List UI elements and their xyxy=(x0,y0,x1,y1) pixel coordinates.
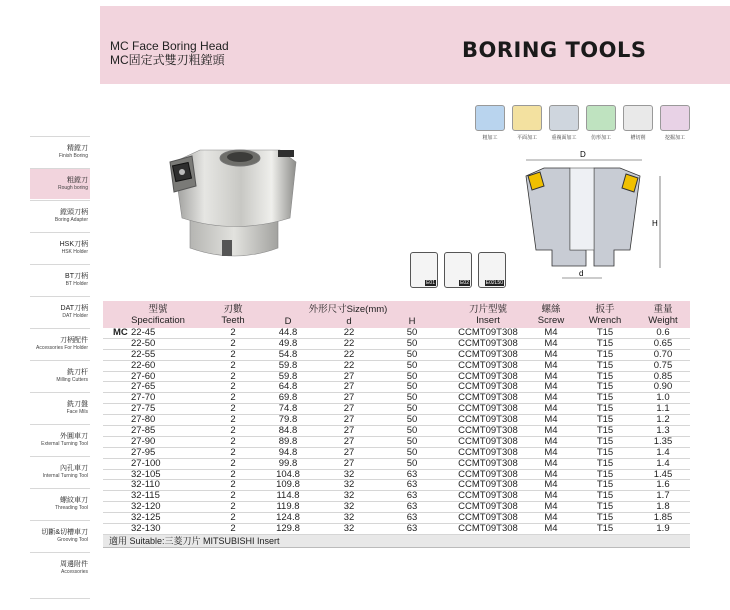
cell-insert: CCMT09T308 xyxy=(458,435,518,447)
cell-screw: M4 xyxy=(544,490,558,502)
cell-h: 63 xyxy=(406,490,418,502)
cell-d: 59.8 xyxy=(278,359,298,371)
title-zh: MC固定式雙刃粗鏜頭 xyxy=(110,53,225,67)
sidebar-item-sublabel: Boring Adapter xyxy=(54,217,88,223)
cell-insert: CCMT09T308 xyxy=(458,359,518,371)
accessory-tool-icon xyxy=(444,252,472,288)
cell-wrench: T15 xyxy=(596,337,614,349)
sidebar-item-label: 周邊附件 xyxy=(60,561,88,568)
table-row xyxy=(103,459,690,470)
cell-insert: CCMT09T308 xyxy=(458,490,518,502)
cell-insert: CCMT09T308 xyxy=(458,446,518,458)
cell-d: 84.8 xyxy=(278,425,298,437)
cell-teeth: 2 xyxy=(230,403,236,415)
cell-insert: CCMT09T308 xyxy=(458,414,518,426)
sidebar-item[interactable] xyxy=(30,200,90,231)
cell-h: 50 xyxy=(406,337,418,349)
cell-h: 63 xyxy=(406,479,418,491)
sidebar-item[interactable] xyxy=(30,136,90,167)
cell-teeth: 2 xyxy=(230,381,236,393)
application-label: 槽切削 xyxy=(630,135,646,141)
cell-d: 59.8 xyxy=(278,370,298,382)
sidebar-item[interactable] xyxy=(30,168,90,199)
cell-screw: M4 xyxy=(544,479,558,491)
cell-spec: 27-100 xyxy=(131,457,161,469)
col-header-screw: 螺絲 Screw xyxy=(537,304,565,326)
table-row xyxy=(103,524,690,535)
sidebar-item-label: 銑刀杆 xyxy=(67,369,88,376)
cell-h: 63 xyxy=(406,468,418,480)
cell-screw: M4 xyxy=(544,501,558,513)
cell-insert: CCMT09T308 xyxy=(458,348,518,360)
cell-teeth: 2 xyxy=(230,392,236,404)
cell-spec: 22-50 xyxy=(131,337,156,349)
sidebar-item-label: DAT刀柄 xyxy=(60,305,88,312)
cell-teeth: 2 xyxy=(230,359,236,371)
sidebar-item-sublabel: Finish Boring xyxy=(58,153,88,159)
cell-teeth: 2 xyxy=(230,435,236,447)
cell-d: 22 xyxy=(343,359,355,371)
dim-label-d: d xyxy=(579,269,584,278)
cell-wrench: T15 xyxy=(596,381,614,393)
application-icon xyxy=(623,105,653,131)
cell-teeth: 2 xyxy=(230,425,236,437)
cell-d: 32 xyxy=(343,523,355,535)
sidebar-item[interactable] xyxy=(30,328,90,359)
sidebar-item-label: 切斷&切槽車刀 xyxy=(41,529,88,536)
cell-screw: M4 xyxy=(544,348,558,360)
cell-weight: 1.85 xyxy=(653,512,673,524)
sidebar-item-label: 螺紋車刀 xyxy=(60,497,88,504)
dim-label-H: H xyxy=(652,219,658,228)
cell-weight: 1.9 xyxy=(656,523,670,535)
cell-spec: 32-125 xyxy=(131,512,161,524)
cell-screw: M4 xyxy=(544,370,558,382)
cell-d: 99.8 xyxy=(278,457,298,469)
application-icon xyxy=(660,105,690,131)
cell-d: 27 xyxy=(343,425,355,437)
cell-weight: 1.0 xyxy=(656,392,670,404)
cell-weight: 0.6 xyxy=(656,327,670,338)
cell-d: 27 xyxy=(343,457,355,469)
cell-weight: 0.65 xyxy=(653,337,673,349)
cell-spec: 22-55 xyxy=(131,348,156,360)
cell-insert: CCMT09T308 xyxy=(458,479,518,491)
application-icon xyxy=(512,105,542,131)
col-header-size: 外形尺寸Size(mm) xyxy=(308,304,388,315)
sidebar-item-sublabel: Milling Cutters xyxy=(56,377,88,383)
cell-h: 50 xyxy=(406,446,418,458)
cell-wrench: T15 xyxy=(596,490,614,502)
cell-weight: 0.85 xyxy=(653,370,673,382)
cell-screw: M4 xyxy=(544,337,558,349)
sidebar-item[interactable] xyxy=(30,520,90,551)
cell-spec: 27-70 xyxy=(131,392,156,404)
cell-teeth: 2 xyxy=(230,337,236,349)
accessory-tool-icon xyxy=(410,252,438,288)
cell-spec: 32-115 xyxy=(131,490,160,502)
sidebar-item[interactable] xyxy=(30,232,90,263)
header-banner xyxy=(100,6,730,84)
cell-teeth: 2 xyxy=(230,348,236,360)
cell-screw: M4 xyxy=(544,425,558,437)
cell-wrench: T15 xyxy=(596,392,614,404)
cell-teeth: 2 xyxy=(230,446,236,458)
product-photo xyxy=(160,140,310,265)
cell-wrench: T15 xyxy=(596,468,614,480)
cell-h: 50 xyxy=(406,348,418,360)
cell-d: 109.8 xyxy=(276,479,300,491)
cell-screw: M4 xyxy=(544,359,558,371)
cell-d: 64.8 xyxy=(278,381,298,393)
cell-insert: CCMT09T308 xyxy=(458,392,518,404)
cell-d: 54.8 xyxy=(278,348,298,360)
cell-h: 50 xyxy=(406,435,418,447)
cell-spec: 32-105 xyxy=(131,468,161,480)
cell-weight: 1.3 xyxy=(656,425,670,437)
sidebar-item[interactable] xyxy=(30,456,90,487)
dim-label-D: D xyxy=(580,150,586,159)
table-footer-note: 適用 Suitable:三菱刀片 MITSUBISHI Insert xyxy=(103,535,690,548)
cell-d: 104.8 xyxy=(276,468,300,480)
cell-spec: 32-130 xyxy=(131,523,161,535)
cell-weight: 1.2 xyxy=(656,414,670,426)
cell-d: 22 xyxy=(343,348,355,360)
cell-insert: CCMT09T308 xyxy=(458,327,518,338)
cell-weight: 1.8 xyxy=(656,501,670,513)
cell-spec: 27-95 xyxy=(131,446,156,458)
cell-screw: M4 xyxy=(544,435,558,447)
sidebar-item-label: 內孔車刀 xyxy=(60,465,88,472)
cell-h: 50 xyxy=(406,359,418,371)
col-header-weight: 重量 Weight xyxy=(648,304,678,326)
insert-screw xyxy=(179,169,185,175)
cell-teeth: 2 xyxy=(230,414,236,426)
cell-d: 32 xyxy=(343,468,355,480)
cell-screw: M4 xyxy=(544,512,558,524)
cell-h: 50 xyxy=(406,457,418,469)
application-label: 重複面加工 xyxy=(551,135,577,141)
cell-screw: M4 xyxy=(544,468,558,480)
cell-d: 27 xyxy=(343,392,355,404)
cell-screw: M4 xyxy=(544,392,558,404)
cell-wrench: T15 xyxy=(596,327,614,338)
sidebar-item-sublabel: DAT Holder xyxy=(62,313,88,319)
cell-d: 32 xyxy=(343,479,355,491)
cell-screw: M4 xyxy=(544,327,558,338)
cell-wrench: T15 xyxy=(596,501,614,513)
page-title xyxy=(110,39,229,67)
section-brand: BORING TOOLS xyxy=(462,38,647,62)
model-prefix: MC xyxy=(113,327,128,338)
cell-h: 63 xyxy=(406,523,418,535)
sidebar-item[interactable] xyxy=(30,424,90,455)
cell-h: 50 xyxy=(406,425,418,437)
cell-h: 50 xyxy=(406,327,418,338)
sidebar-item-label: 外圓車刀 xyxy=(60,433,88,440)
sidebar-item[interactable] xyxy=(30,552,90,583)
cell-h: 50 xyxy=(406,414,418,426)
cell-insert: CCMT09T308 xyxy=(458,403,518,415)
cell-wrench: T15 xyxy=(596,414,614,426)
cell-teeth: 2 xyxy=(230,370,236,382)
cell-screw: M4 xyxy=(544,414,558,426)
sidebar-item-label: 粗鏜刀 xyxy=(67,177,88,184)
cell-spec: 27-65 xyxy=(131,381,156,393)
cell-weight: 1.1 xyxy=(656,403,670,415)
cell-h: 50 xyxy=(406,403,418,415)
cell-d: 27 xyxy=(343,381,355,393)
cell-wrench: T15 xyxy=(596,370,614,382)
cell-d: 94.8 xyxy=(278,446,298,458)
sidebar-item[interactable] xyxy=(30,264,90,295)
cell-d: 22 xyxy=(343,337,355,349)
insert-right xyxy=(278,150,294,157)
application-label: 粗加工 xyxy=(482,135,498,141)
col-header-teeth: 刃數 Teeth xyxy=(221,304,245,326)
cell-wrench: T15 xyxy=(596,435,614,447)
bore-hole-inner xyxy=(227,152,253,162)
shank-notch xyxy=(222,240,232,256)
col-header-H: H xyxy=(408,316,416,327)
cell-spec: 22-60 xyxy=(131,359,156,371)
sidebar-divider xyxy=(30,598,90,599)
cell-d: 79.8 xyxy=(278,414,298,426)
cell-insert: CCMT09T308 xyxy=(458,425,518,437)
sidebar-item[interactable] xyxy=(30,296,90,327)
cell-d: 124.8 xyxy=(276,512,300,524)
technical-drawing xyxy=(522,150,672,288)
sidebar-item[interactable] xyxy=(30,488,90,519)
cell-weight: 0.90 xyxy=(653,381,673,393)
cell-spec: 27-60 xyxy=(131,370,156,382)
cell-weight: 1.4 xyxy=(656,457,670,469)
cell-spec: 27-80 xyxy=(131,414,156,426)
sidebar-item-label: 鏜頭刀柄 xyxy=(60,209,88,216)
col-header-insert: 刀片型號 Insert xyxy=(468,304,507,326)
cell-d: 89.8 xyxy=(278,435,298,447)
accessory-tool-icon xyxy=(478,252,506,288)
cell-h: 63 xyxy=(406,512,418,524)
sidebar-item-sublabel: Threading Tool xyxy=(55,505,88,511)
title-en: MC Face Boring Head xyxy=(110,39,229,53)
cell-screw: M4 xyxy=(544,381,558,393)
cell-wrench: T15 xyxy=(596,479,614,491)
sidebar-item-label: 刀柄配件 xyxy=(60,337,88,344)
cell-wrench: T15 xyxy=(596,348,614,360)
application-icon xyxy=(586,105,616,131)
cell-weight: 1.4 xyxy=(656,446,670,458)
cell-d: 27 xyxy=(343,403,355,415)
cell-insert: CCMT09T308 xyxy=(458,381,518,393)
accessory-tool-label: E02L50 xyxy=(485,280,503,286)
cell-wrench: T15 xyxy=(596,512,614,524)
sidebar-item-sublabel: HSK Holder xyxy=(61,249,88,255)
cell-spec: 27-90 xyxy=(131,435,156,447)
bore-center xyxy=(570,168,594,250)
sidebar-item[interactable] xyxy=(30,392,90,423)
accessory-tool-label: E01 xyxy=(426,280,435,286)
cell-wrench: T15 xyxy=(596,359,614,371)
application-icon xyxy=(549,105,579,131)
sidebar-item[interactable] xyxy=(30,360,90,391)
cell-d: 27 xyxy=(343,435,355,447)
sidebar-item-label: HSK刀柄 xyxy=(59,241,88,248)
sidebar-item-sublabel: Internal Turning Tool xyxy=(42,473,88,479)
cell-d: 22 xyxy=(343,327,355,338)
sidebar-item-sublabel: Grooving Tool xyxy=(57,537,88,543)
cell-d: 49.8 xyxy=(278,337,298,349)
cell-h: 50 xyxy=(406,370,418,382)
cell-screw: M4 xyxy=(544,446,558,458)
cell-d: 32 xyxy=(343,490,355,502)
cell-teeth: 2 xyxy=(230,490,236,502)
cell-d: 32 xyxy=(343,512,355,524)
cell-d: 32 xyxy=(343,501,355,513)
sidebar-item-label: 銑刀盤 xyxy=(67,401,88,408)
cell-d: 27 xyxy=(343,414,355,426)
col-header-wrench: 扳手 Wrench xyxy=(588,304,622,326)
cell-screw: M4 xyxy=(544,403,558,415)
cell-d: 69.8 xyxy=(278,392,298,404)
cell-d: 44.8 xyxy=(278,327,298,338)
cell-spec: 32-110 xyxy=(131,479,160,491)
sidebar-item-sublabel: BT Holder xyxy=(65,281,88,287)
table-body xyxy=(103,328,690,535)
cell-wrench: T15 xyxy=(596,446,614,458)
cell-teeth: 2 xyxy=(230,523,236,535)
cell-insert: CCMT09T308 xyxy=(458,370,518,382)
spec-table xyxy=(103,301,690,548)
cell-weight: 1.6 xyxy=(656,479,670,491)
cell-d: 74.8 xyxy=(278,403,298,415)
accessory-icons xyxy=(410,252,510,292)
cell-teeth: 2 xyxy=(230,479,236,491)
cell-insert: CCMT09T308 xyxy=(458,468,518,480)
col-header-model: 型號 Specification xyxy=(131,304,185,326)
table-header xyxy=(103,301,690,328)
cell-teeth: 2 xyxy=(230,468,236,480)
cell-screw: M4 xyxy=(544,457,558,469)
cell-spec: 22-45 xyxy=(131,327,156,338)
application-label: 挖掘加工 xyxy=(664,135,685,141)
cell-wrench: T15 xyxy=(596,457,614,469)
cell-d: 119.8 xyxy=(276,501,300,513)
cell-insert: CCMT09T308 xyxy=(458,512,518,524)
cell-wrench: T15 xyxy=(596,425,614,437)
cell-weight: 0.75 xyxy=(653,359,673,371)
cell-d: 27 xyxy=(343,446,355,458)
application-icon xyxy=(475,105,505,131)
cell-teeth: 2 xyxy=(230,512,236,524)
sidebar-item-sublabel: Face Mils xyxy=(66,409,88,415)
cell-h: 63 xyxy=(406,501,418,513)
cell-screw: M4 xyxy=(544,523,558,535)
cell-weight: 1.45 xyxy=(653,468,673,480)
col-header-d: d xyxy=(346,316,352,327)
sidebar-item-sublabel: Accessories xyxy=(61,569,88,575)
col-header-D: D xyxy=(284,316,292,327)
accessory-tool-label: E02 xyxy=(460,280,469,286)
cell-wrench: T15 xyxy=(596,523,614,535)
cell-wrench: T15 xyxy=(596,403,614,415)
cell-insert: CCMT09T308 xyxy=(458,501,518,513)
cell-d: 114.8 xyxy=(276,490,300,502)
cell-spec: 27-75 xyxy=(131,403,156,415)
application-icons xyxy=(475,105,700,145)
cell-h: 50 xyxy=(406,392,418,404)
sidebar-item-sublabel: Accessories For Holder xyxy=(36,345,88,351)
cell-d: 129.8 xyxy=(276,523,300,535)
sidebar-item-sublabel: External Turning Tool xyxy=(41,441,88,447)
cell-insert: CCMT09T308 xyxy=(458,523,518,535)
cell-teeth: 2 xyxy=(230,327,236,338)
cell-teeth: 2 xyxy=(230,501,236,513)
application-label: 平面加工 xyxy=(516,135,537,141)
cell-weight: 0.70 xyxy=(653,348,673,360)
cell-insert: CCMT09T308 xyxy=(458,457,518,469)
table-row xyxy=(103,361,690,372)
cell-spec: 27-85 xyxy=(131,425,156,437)
cell-d: 27 xyxy=(343,370,355,382)
cell-weight: 1.7 xyxy=(656,490,670,502)
cell-insert: CCMT09T308 xyxy=(458,337,518,349)
cell-weight: 1.35 xyxy=(653,435,673,447)
sidebar-item-label: BT刀柄 xyxy=(65,273,88,280)
application-label: 仿形加工 xyxy=(590,135,611,141)
sidebar-item-sublabel: Rough boring xyxy=(57,185,88,191)
cell-spec: 32-120 xyxy=(131,501,161,513)
sidebar-item-label: 精鏜刀 xyxy=(67,145,88,152)
cell-teeth: 2 xyxy=(230,457,236,469)
cell-h: 50 xyxy=(406,381,418,393)
